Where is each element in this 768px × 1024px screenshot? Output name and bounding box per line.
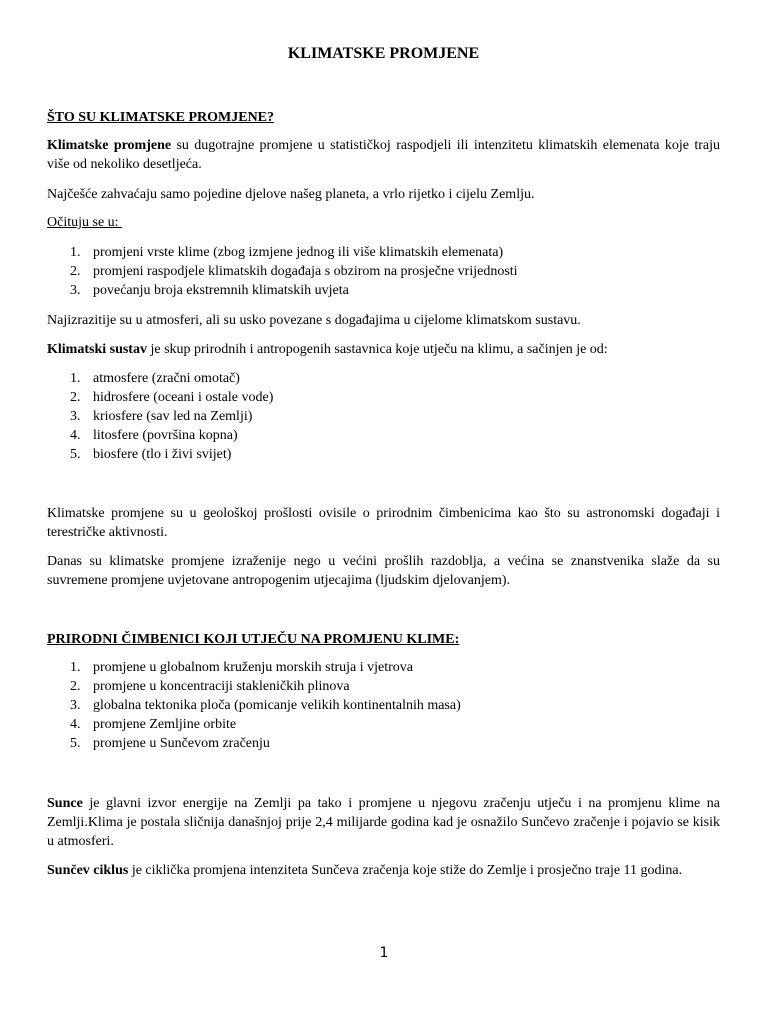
paragraph-sun: Sunce je glavni izvor energije na Zemlji pa tako i promjene u njegovu zračenju utječu i na promjenu klime na Zemlji.Klima je postala sličnija današnjoj prije 2,4 milijarde godina kad je osnažilo Sunčevo zračenje i pojavio se kisik u atmosferi. — [47, 796, 720, 849]
page-number: 1 — [379, 945, 389, 961]
list-item: 4. litosfere (površina kopna) — [70, 428, 238, 443]
list-item: 2. promjeni raspodjele klimatskih događaja s obzirom na prosječne vrijednosti — [70, 264, 518, 279]
list-item: 1. promjene u globalnom kruženju morskih struja i vjetrova — [70, 660, 413, 675]
list-item: 2. promjene u koncentraciji stakleničkih plinova — [70, 679, 350, 694]
manifestations-list — [47, 243, 720, 300]
list-item: 3. globalna tektonika ploča (pomicanje velikih kontinentalnih masa) — [70, 698, 461, 713]
list-item: 5. promjene u Sunčevom zračenju — [70, 736, 270, 751]
paragraph-climate-system: Klimatski sustav je skup prirodnih i antropogenih sastavnica koje utječu na klimu, a sačinjen je od: — [47, 342, 608, 357]
climate-system-list — [47, 369, 720, 464]
list-item: 3. povećanju broja ekstremnih klimatskih uvjeta — [70, 283, 349, 298]
term-klimatski-sustav: Klimatski sustav — [47, 342, 147, 357]
natural-factors-list — [47, 658, 720, 753]
list-item: 1. promjeni vrste klime (zbog izmjene jednog ili više klimatskih elemenata) — [70, 245, 504, 260]
paragraph-manifest-intro: Očituju se u: — [47, 215, 123, 230]
section-heading-what-is: ŠTO SU KLIMATSKE PROMJENE? — [47, 110, 275, 125]
section-heading-natural-factors: PRIRODNI ČIMBENICI KOJI UTJEČU NA PROMJENU KLIME: — [47, 632, 460, 647]
term-klimatske-promjene: Klimatske promjene — [47, 138, 172, 153]
list-item: 1. atmosfere (zračni omotač) — [70, 371, 240, 386]
term-sunce: Sunce — [47, 796, 83, 811]
list-item: 2. hidrosfere (oceani i ostale vode) — [70, 390, 274, 405]
paragraph-atmosphere: Najizrazitije su u atmosferi, ali su usko povezane s događajima u cijelome klimatskom sustavu. — [47, 313, 581, 328]
list-item: 5. biosfere (tlo i živi svijet) — [70, 447, 232, 462]
paragraph-today: Danas su klimatske promjene izraženije nego u većini prošlih razdoblja, a većina se znanstvenika slaže da su suvremene promjene uvjetovane antropogenim utjecajima (ljudskim djelovanjem). — [47, 554, 720, 588]
paragraph-definition: Klimatske promjene su dugotrajne promjene u statističkoj raspodjeli ili intenzitetu klimatskih elemenata koje traju više od nekoliko desetljeća. — [47, 138, 721, 172]
document-title: KLIMATSKE PROMJENE — [287, 45, 480, 62]
list-item: 4. promjene Zemljine orbite — [70, 717, 237, 732]
paragraph-geological-past: Klimatske promjene su u geološkoj prošlosti ovisile o prirodnim čimbenicima kao što su astronomski događaji i terestričke aktivnosti. — [47, 506, 720, 540]
list-item: 3. kriosfere (sav led na Zemlji) — [70, 409, 253, 424]
paragraph-solar-cycle: Sunčev ciklus je ciklička promjena intenziteta Sunčeva zračenja koje stiže do Zemlje i prosječno traje 11 godina. — [47, 863, 683, 878]
paragraph-scope: Najčešće zahvaćaju samo pojedine djelove našeg planeta, a vrlo rijetko i cijelu Zemlju. — [47, 187, 535, 202]
term-suncev-ciklus: Sunčev ciklus — [47, 863, 129, 878]
